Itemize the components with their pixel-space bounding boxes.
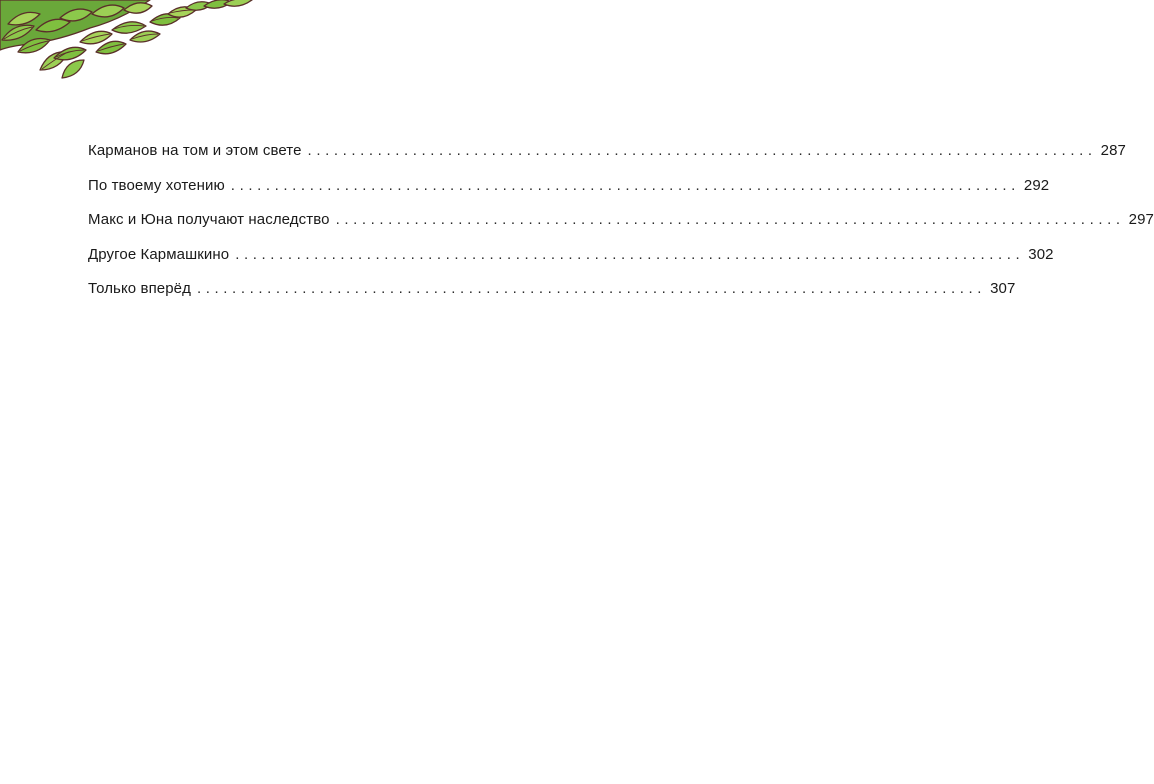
- toc-entry-title: Другое Кармашкино: [88, 245, 230, 263]
- toc-dot-leader: ..........................................................................................: [196, 280, 987, 297]
- toc-page-number: 297: [1128, 211, 1154, 228]
- toc-entry[interactable]: [88, 176, 1050, 212]
- toc-entry[interactable]: [88, 245, 1054, 281]
- toc-dot-leader: ..........................................................................................: [235, 245, 1025, 263]
- toc-entry-title: Карманов на том и этом свете: [88, 142, 302, 159]
- toc-page-number: 287: [1100, 142, 1126, 159]
- toc-dot-leader: ..........................................................................................: [335, 211, 1125, 228]
- toc-entry-title: Только вперёд: [88, 280, 191, 297]
- toc-entry-title: По твоему хотению: [88, 176, 225, 194]
- toc-entry-title: Макс и Юна получают наследство: [88, 211, 330, 228]
- toc-dot-leader: ..........................................................................................: [230, 176, 1020, 194]
- toc-dot-leader: ..........................................................................................: [307, 142, 1097, 159]
- toc-entry[interactable]: [88, 280, 1016, 315]
- toc-page-number: 292: [1023, 176, 1050, 194]
- toc-entry[interactable]: [88, 211, 1154, 246]
- leaf-branch-illustration: [0, 0, 260, 82]
- toc-page-number: 307: [990, 280, 1016, 297]
- table-of-contents: [88, 142, 1154, 315]
- toc-entry[interactable]: [88, 142, 1126, 177]
- toc-page-number: 302: [1028, 245, 1054, 263]
